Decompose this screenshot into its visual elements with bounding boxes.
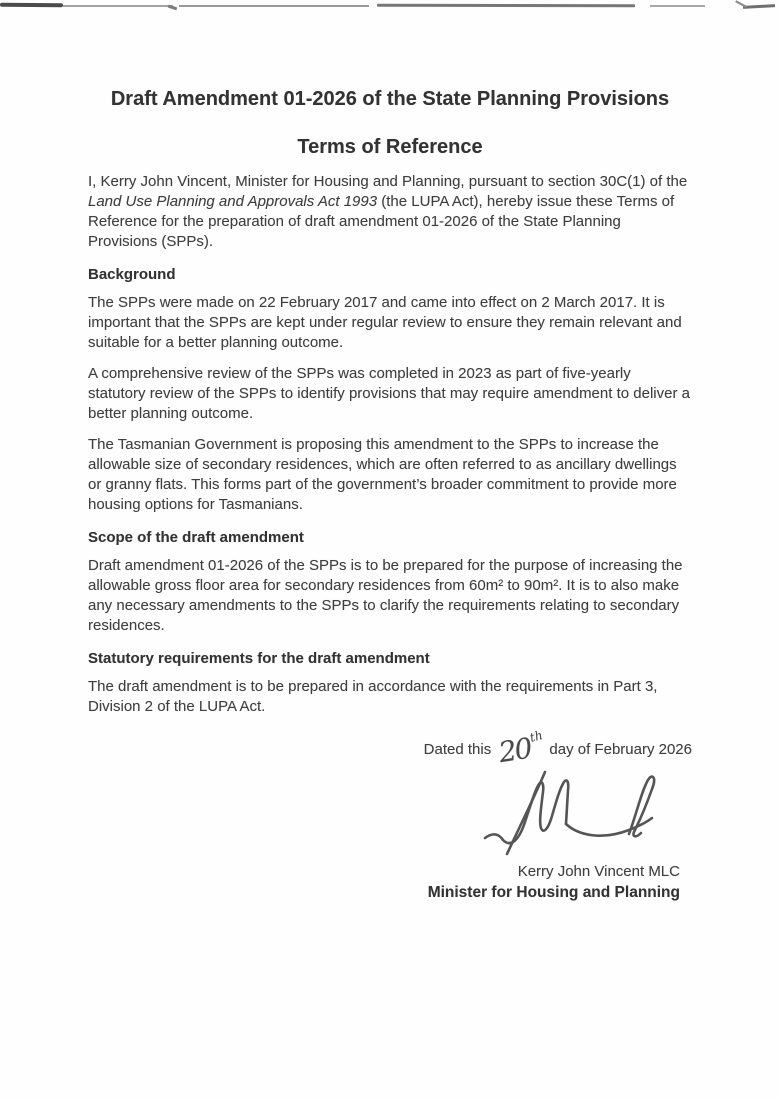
document-subtitle: Terms of Reference xyxy=(297,136,483,158)
background-paragraph-3: The Tasmanian Government is proposing this amendment to the SPPs to increase the allowable size of secondary residences, which are often referred to as ancillary dwellings or granny flats. This forms part of the government’s broader commitment to provide more housing options for Tasmanians. xyxy=(88,436,677,513)
background-paragraph-2: A comprehensive review of the SPPs was completed in 2023 as part of five-yearly statutory review of the SPPs to identify provisions that may require amendment to deliver a better planning outcome. xyxy=(88,365,690,422)
scope-paragraph: Draft amendment 01-2026 of the SPPs is to be prepared for the purpose of increasing the allowable gross floor area for secondary residences from 60m² to 90m². It is to also make any necessary amendments to the SPPs to clarify the requirements relating to secondary residences. xyxy=(88,557,683,634)
document-title: Draft Amendment 01-2026 of the State Planning Provisions xyxy=(110,88,670,110)
background-paragraph-1: The SPPs were made on 22 February 2017 and came into effect on 2 March 2017. It is important that the SPPs are kept under regular review to ensure they remain relevant and suitable for a better planning outcome. xyxy=(88,294,682,351)
scan-artifact-line xyxy=(743,4,775,9)
intro-text-after-act: (the LUPA Act), hereby issue these Terms of Reference for the preparation of draft amendment 01-2026 of the State Planning Provisions (SPPs). xyxy=(88,193,675,250)
signatory-title: Minister for Housing and Planning xyxy=(427,884,680,901)
scan-artifact-line xyxy=(735,0,747,7)
section-heading-scope: Scope of the draft amendment xyxy=(88,529,304,546)
signatory-name: Kerry John Vincent MLC xyxy=(517,863,680,880)
section-heading-statutory: Statutory requirements for the draft amendment xyxy=(88,650,430,667)
section-heading-background: Background xyxy=(88,266,176,283)
dated-prefix: Dated this xyxy=(423,741,492,758)
intro-paragraph xyxy=(88,172,692,252)
handwritten-day-suffix: th xyxy=(528,727,544,745)
handwritten-day-number: 20 xyxy=(496,731,534,770)
intro-text-before-act: I, Kerry John Vincent, Minister for Housing and Planning, pursuant to section 30C(1) of the xyxy=(88,173,688,190)
signature-area xyxy=(88,768,692,860)
signature-scribble xyxy=(479,768,664,858)
act-name: Land Use Planning and Approvals Act 1993 xyxy=(88,193,378,210)
statutory-paragraph: The draft amendment is to be prepared in accordance with the requirements in Part 3, Division 2 of the LUPA Act. xyxy=(88,678,658,715)
document-content xyxy=(88,0,692,903)
dated-line xyxy=(88,727,692,770)
scan-artifact-line xyxy=(0,3,63,8)
handwritten-day xyxy=(496,727,546,770)
dated-suffix: day of February 2026 xyxy=(549,741,692,758)
